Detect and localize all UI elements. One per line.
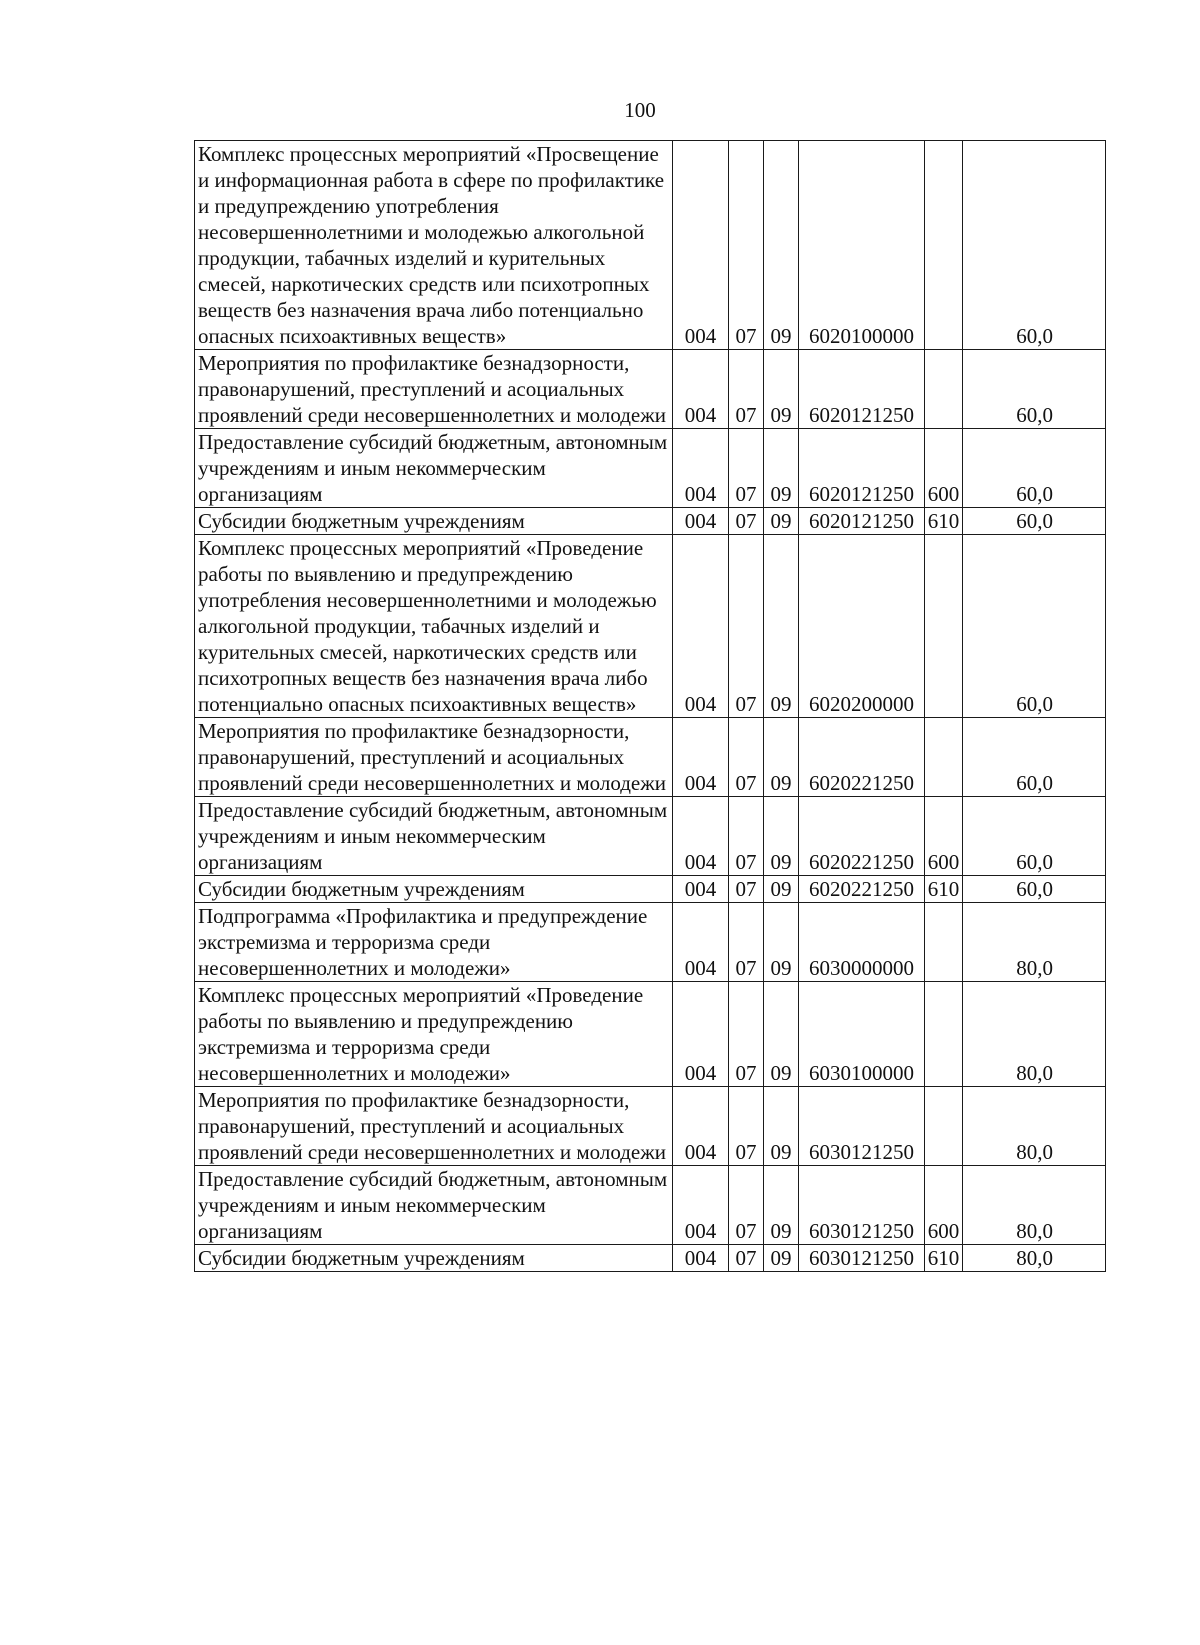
row-name-cell: Субсидии бюджетным учреждениям bbox=[195, 1245, 673, 1272]
expense-type-cell bbox=[925, 535, 963, 718]
row-name-cell: Подпрограмма «Профилактика и предупреждение экстремизма и терроризма среди несовершеннолетних и молодежи» bbox=[195, 903, 673, 982]
section-code-cell: 07 bbox=[729, 718, 764, 797]
target-article-cell: 6020221250 bbox=[799, 876, 925, 903]
target-article-cell: 6020121250 bbox=[799, 350, 925, 429]
ved-code-cell: 004 bbox=[673, 876, 729, 903]
amount-cell: 80,0 bbox=[963, 1166, 1106, 1245]
ved-code-cell: 004 bbox=[673, 903, 729, 982]
expense-type-cell bbox=[925, 350, 963, 429]
subsection-code-cell: 09 bbox=[764, 718, 799, 797]
subsection-code-cell: 09 bbox=[764, 1087, 799, 1166]
table-row bbox=[195, 429, 1106, 508]
ved-code-cell: 004 bbox=[673, 141, 729, 350]
table-row bbox=[195, 535, 1106, 718]
section-code-cell: 07 bbox=[729, 508, 764, 535]
table-row bbox=[195, 876, 1106, 903]
expense-type-cell: 600 bbox=[925, 797, 963, 876]
amount-cell: 60,0 bbox=[963, 876, 1106, 903]
expense-type-cell bbox=[925, 982, 963, 1087]
subsection-code-cell: 09 bbox=[764, 1166, 799, 1245]
target-article-cell: 6030100000 bbox=[799, 982, 925, 1087]
target-article-cell: 6020121250 bbox=[799, 508, 925, 535]
amount-cell: 60,0 bbox=[963, 718, 1106, 797]
table-row bbox=[195, 350, 1106, 429]
table-row bbox=[195, 903, 1106, 982]
subsection-code-cell: 09 bbox=[764, 508, 799, 535]
subsection-code-cell: 09 bbox=[764, 876, 799, 903]
amount-cell: 60,0 bbox=[963, 141, 1106, 350]
target-article-cell: 6030121250 bbox=[799, 1166, 925, 1245]
section-code-cell: 07 bbox=[729, 350, 764, 429]
section-code-cell: 07 bbox=[729, 1087, 764, 1166]
section-code-cell: 07 bbox=[729, 903, 764, 982]
ved-code-cell: 004 bbox=[673, 718, 729, 797]
ved-code-cell: 004 bbox=[673, 1166, 729, 1245]
table-row bbox=[195, 141, 1106, 350]
amount-cell: 80,0 bbox=[963, 903, 1106, 982]
target-article-cell: 6020221250 bbox=[799, 797, 925, 876]
row-name-cell: Предоставление субсидий бюджетным, автономным учреждениям и иным некоммерческим организациям bbox=[195, 1166, 673, 1245]
ved-code-cell: 004 bbox=[673, 508, 729, 535]
section-code-cell: 07 bbox=[729, 1166, 764, 1245]
amount-cell: 80,0 bbox=[963, 1087, 1106, 1166]
expense-type-cell bbox=[925, 141, 963, 350]
ved-code-cell: 004 bbox=[673, 797, 729, 876]
section-code-cell: 07 bbox=[729, 535, 764, 718]
ved-code-cell: 004 bbox=[673, 350, 729, 429]
section-code-cell: 07 bbox=[729, 141, 764, 350]
section-code-cell: 07 bbox=[729, 876, 764, 903]
row-name-cell: Комплекс процессных мероприятий «Проведение работы по выявлению и предупреждению экстремизма и терроризма среди несовершеннолетних и молодежи» bbox=[195, 982, 673, 1087]
page-number: 100 bbox=[624, 98, 656, 122]
ved-code-cell: 004 bbox=[673, 982, 729, 1087]
amount-cell: 60,0 bbox=[963, 508, 1106, 535]
subsection-code-cell: 09 bbox=[764, 1245, 799, 1272]
table-row bbox=[195, 1087, 1106, 1166]
amount-cell: 80,0 bbox=[963, 1245, 1106, 1272]
table-body bbox=[195, 141, 1106, 1272]
target-article-cell: 6030121250 bbox=[799, 1245, 925, 1272]
table-row bbox=[195, 982, 1106, 1087]
row-name-cell: Мероприятия по профилактике безнадзорности, правонарушений, преступлений и асоциальных проявлений среди несовершеннолетних и молодежи bbox=[195, 350, 673, 429]
ved-code-cell: 004 bbox=[673, 1087, 729, 1166]
table-row bbox=[195, 718, 1106, 797]
amount-cell: 80,0 bbox=[963, 982, 1106, 1087]
amount-cell: 60,0 bbox=[963, 797, 1106, 876]
target-article-cell: 6030121250 bbox=[799, 1087, 925, 1166]
expense-type-cell: 610 bbox=[925, 1245, 963, 1272]
expense-type-cell bbox=[925, 1087, 963, 1166]
row-name-cell: Предоставление субсидий бюджетным, автономным учреждениям и иным некоммерческим организациям bbox=[195, 797, 673, 876]
table-row bbox=[195, 1166, 1106, 1245]
ved-code-cell: 004 bbox=[673, 1245, 729, 1272]
expense-type-cell: 600 bbox=[925, 1166, 963, 1245]
expense-type-cell: 600 bbox=[925, 429, 963, 508]
table-row bbox=[195, 508, 1106, 535]
subsection-code-cell: 09 bbox=[764, 141, 799, 350]
section-code-cell: 07 bbox=[729, 982, 764, 1087]
expense-type-cell bbox=[925, 718, 963, 797]
ved-code-cell: 004 bbox=[673, 535, 729, 718]
target-article-cell: 6020200000 bbox=[799, 535, 925, 718]
target-article-cell: 6020100000 bbox=[799, 141, 925, 350]
row-name-cell: Комплекс процессных мероприятий «Проведение работы по выявлению и предупреждению употребления несовершеннолетними и молодежью алкогольной продукции, табачных изделий и курительных смесей, наркотических средств или психотропных веществ без назначения врача либо потенциально опасных психоактивных веществ» bbox=[195, 535, 673, 718]
section-code-cell: 07 bbox=[729, 797, 764, 876]
subsection-code-cell: 09 bbox=[764, 797, 799, 876]
budget-table bbox=[194, 140, 1106, 1272]
target-article-cell: 6020221250 bbox=[799, 718, 925, 797]
expense-type-cell bbox=[925, 903, 963, 982]
amount-cell: 60,0 bbox=[963, 535, 1106, 718]
subsection-code-cell: 09 bbox=[764, 982, 799, 1087]
row-name-cell: Субсидии бюджетным учреждениям bbox=[195, 876, 673, 903]
amount-cell: 60,0 bbox=[963, 429, 1106, 508]
row-name-cell: Предоставление субсидий бюджетным, автономным учреждениям и иным некоммерческим организациям bbox=[195, 429, 673, 508]
target-article-cell: 6020121250 bbox=[799, 429, 925, 508]
expense-type-cell: 610 bbox=[925, 876, 963, 903]
ved-code-cell: 004 bbox=[673, 429, 729, 508]
table-row bbox=[195, 1245, 1106, 1272]
section-code-cell: 07 bbox=[729, 429, 764, 508]
row-name-cell: Комплекс процессных мероприятий «Просвещение и информационная работа в сфере по профилактике и предупреждению употребления несовершеннолетними и молодежью алкогольной продукции, табачных изделий и курительных смесей, наркотических средств или психотропных веществ без назначения врача либо потенциально опасных психоактивных веществ» bbox=[195, 141, 673, 350]
row-name-cell: Субсидии бюджетным учреждениям bbox=[195, 508, 673, 535]
subsection-code-cell: 09 bbox=[764, 535, 799, 718]
amount-cell: 60,0 bbox=[963, 350, 1106, 429]
expense-type-cell: 610 bbox=[925, 508, 963, 535]
subsection-code-cell: 09 bbox=[764, 903, 799, 982]
table-row bbox=[195, 797, 1106, 876]
row-name-cell: Мероприятия по профилактике безнадзорности, правонарушений, преступлений и асоциальных проявлений среди несовершеннолетних и молодежи bbox=[195, 1087, 673, 1166]
subsection-code-cell: 09 bbox=[764, 350, 799, 429]
subsection-code-cell: 09 bbox=[764, 429, 799, 508]
section-code-cell: 07 bbox=[729, 1245, 764, 1272]
target-article-cell: 6030000000 bbox=[799, 903, 925, 982]
row-name-cell: Мероприятия по профилактике безнадзорности, правонарушений, преступлений и асоциальных проявлений среди несовершеннолетних и молодежи bbox=[195, 718, 673, 797]
